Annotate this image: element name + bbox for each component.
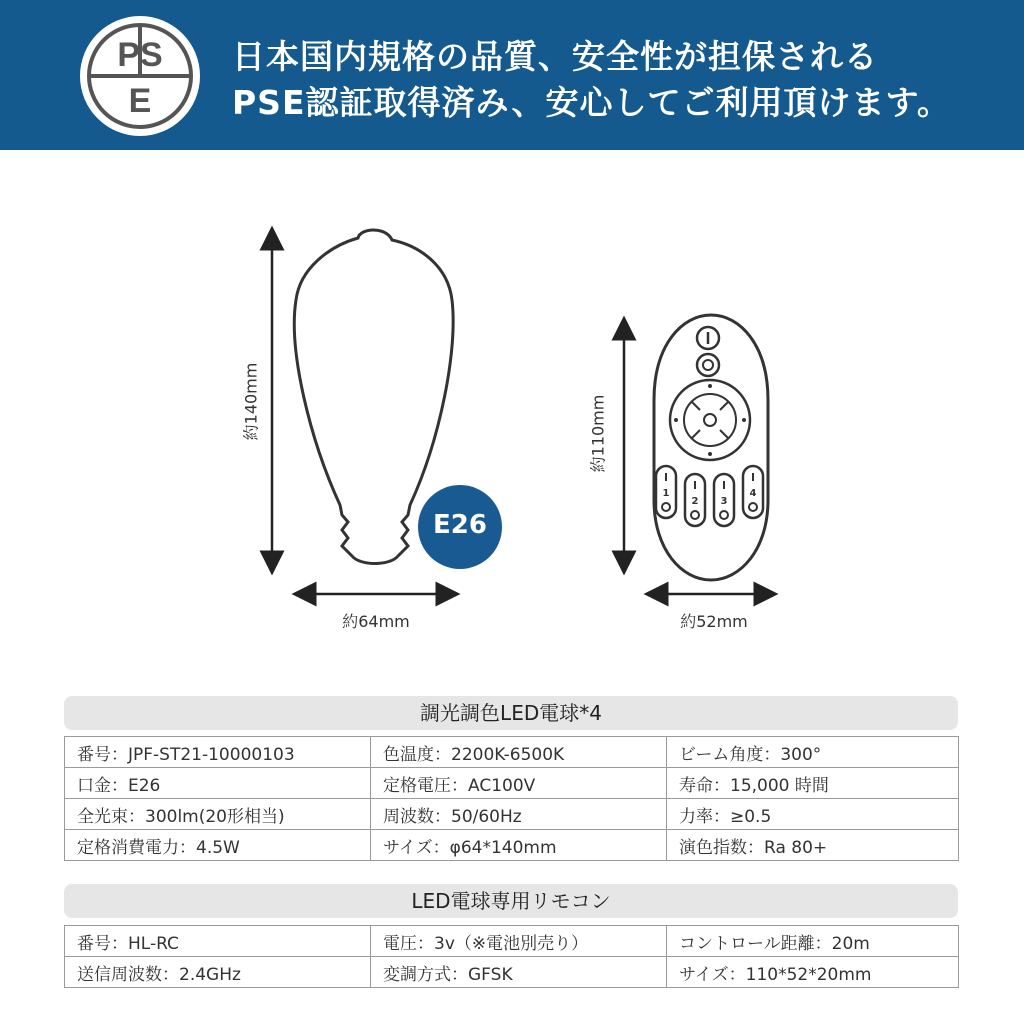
- spec-cell: 送信周波数：2.4GHz: [65, 957, 371, 988]
- remote-width-label: 約52mm: [680, 612, 748, 631]
- zone-label-1: 1: [662, 488, 670, 499]
- dimension-diagram: [0, 150, 1024, 690]
- remote-dial: [670, 380, 750, 460]
- bulb-width-label: 約64mm: [342, 612, 410, 631]
- spec-cell: 全光束：300lm(20形相当): [65, 799, 371, 830]
- pse-banner: [0, 0, 1024, 150]
- spec-cell: 番号：JPF-ST21-10000103: [65, 737, 371, 768]
- spec2-table: [64, 925, 959, 988]
- spec-cell: 色温度：2200K-6500K: [371, 737, 667, 768]
- spec-cell: 変調方式：GFSK: [371, 957, 667, 988]
- spec-cell: 口金：E26: [65, 768, 371, 799]
- spec1-table: [64, 736, 959, 861]
- spec-cell: 定格電圧：AC100V: [371, 768, 667, 799]
- bulb-height-label: 約140mm: [241, 362, 261, 441]
- spec-row: [65, 768, 959, 799]
- spec-row: [65, 737, 959, 768]
- pse-mark-icon: [78, 14, 202, 138]
- zone-label-4: 4: [749, 488, 757, 499]
- spec-row: [65, 799, 959, 830]
- spec-cell: 演色指数：Ra 80+: [667, 830, 959, 861]
- spec-cell: 力率：≥0.5: [667, 799, 959, 830]
- spec1-header: 調光調色LED電球*4: [64, 696, 958, 730]
- spec-cell: サイズ：110*52*20mm: [667, 957, 959, 988]
- zone-label-3: 3: [720, 496, 728, 507]
- spec-cell: 周波数：50/60Hz: [371, 799, 667, 830]
- diagram-svg: [0, 150, 1024, 690]
- spec-cell: サイズ：φ64*140mm: [371, 830, 667, 861]
- pse-mark-ps: PS: [117, 36, 163, 74]
- banner-text: [232, 34, 951, 126]
- remote-height-label: 約110mm: [588, 394, 608, 473]
- spec-cell: 電圧：3v（※電池別売り）: [371, 926, 667, 957]
- remote-off-button: [697, 354, 719, 376]
- bulb-base-badge-text: E26: [433, 510, 487, 540]
- pse-mark-e: E: [128, 82, 152, 120]
- spec-cell: 寿命：15,000 時間: [667, 768, 959, 799]
- spec-cell: 番号：HL-RC: [65, 926, 371, 957]
- spec-row: [65, 830, 959, 861]
- banner-line-2: PSE認証取得済み、安心してご利用頂けます。: [232, 83, 951, 122]
- spec-cell: ビーム角度：300°: [667, 737, 959, 768]
- spec-row: [65, 926, 959, 957]
- banner-line-1: 日本国内規格の品質、安全性が担保される: [232, 37, 878, 76]
- spec2-header: LED電球専用リモコン: [64, 884, 958, 918]
- zone-label-2: 2: [691, 496, 699, 507]
- spec-cell: 定格消費電力：4.5W: [65, 830, 371, 861]
- remote-zone-buttons: [656, 466, 763, 526]
- spec-row: [65, 957, 959, 988]
- spec-cell: コントロール距離：20m: [667, 926, 959, 957]
